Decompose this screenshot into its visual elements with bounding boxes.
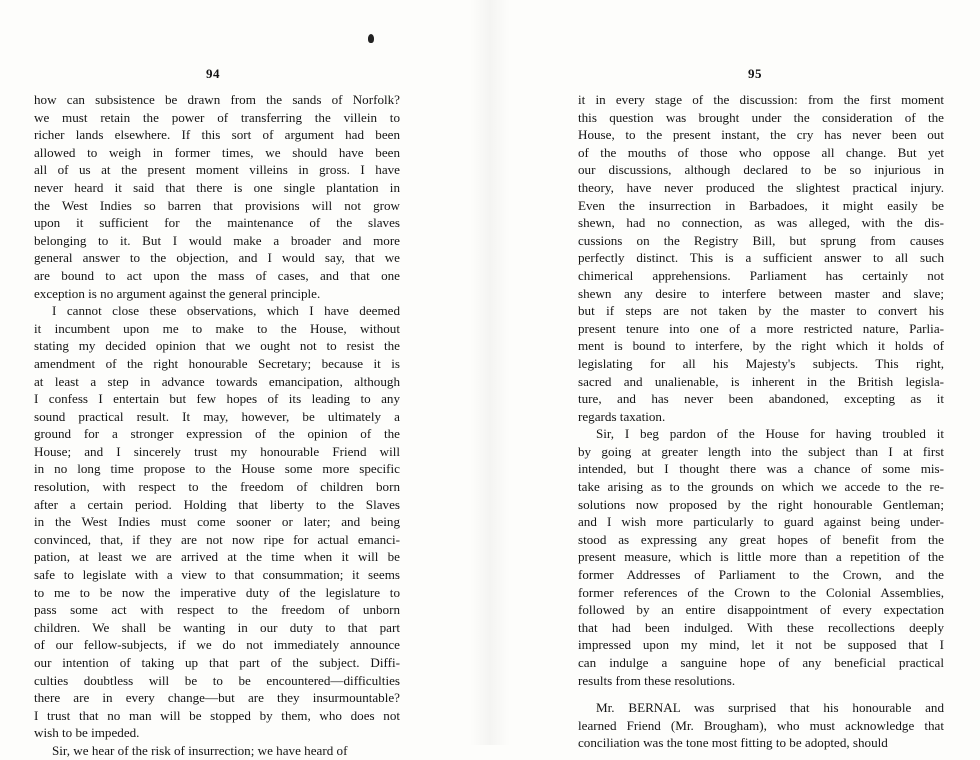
text-line: wish to be impeded. [34, 725, 140, 741]
text-line: richer lands elsewhere. If this sort of argument had been [34, 127, 400, 143]
text-line: perfectly distinct. This is a sufficient answer to all such [578, 250, 944, 266]
text-line: former Addresses of Parliament to the Crown, and the [578, 567, 944, 583]
text-line: regards taxation. [578, 408, 666, 424]
text-line: how can subsistence be drawn from the sands of Norfolk? [34, 92, 400, 107]
text-line: results from these resolutions. [578, 672, 736, 688]
text-line: all of us at the present moment villeins in gross. I have [34, 162, 400, 178]
text-line: impressed upon my mind, let it not be supposed that I [578, 637, 944, 653]
text-line: I cannot close these observations, which I have deemed [52, 303, 400, 319]
text-line: ture, and has never been abandoned, excepting as it [578, 391, 944, 407]
text-line: shewn any desire to interfere between master and slave; [578, 285, 944, 301]
text-line: in no long time propose to the House some more specific [34, 461, 400, 477]
text-line: chimerical apprehensions. Parliament has certainly not [578, 267, 944, 283]
text-line: that had been indulged. With these recollections deeply [578, 619, 944, 635]
text-line: legislating for all his Majesty's subjects. This right, [578, 355, 944, 371]
text-line: general answer to the objection, and I would say, that we [34, 250, 400, 266]
text-line: I trust that no man will be stopped by them, who does not [34, 707, 400, 723]
left-page-text [34, 91, 400, 760]
text-line: to me to be now the imperative duty of the legislature to [34, 584, 400, 600]
text-line: it in every stage of the discussion: from the first moment [578, 92, 944, 107]
text-line: pation, at least we are arrived at the time when it will be [34, 549, 400, 565]
text-line: after a certain period. Holding that liberty to the Slaves [34, 496, 400, 512]
text-line: I confess I entertain but few hopes of its leading to any [34, 391, 400, 407]
text-line: shewn, had no connection, as was alleged, with the dis- [578, 215, 944, 231]
text-line: allowed to weigh in former times, we should have been [34, 144, 400, 160]
text-line: amendment of the right honourable Secretary; because it is [34, 355, 400, 371]
text-line: present tenure into one of a more restricted nature, Parlia- [578, 320, 944, 336]
text-line: belonging to it. But I would make a broader and more [34, 232, 400, 248]
text-line: stating my decided opinion that we ought not to resist the [34, 338, 400, 354]
text-line: House; and I sincerely trust my honourable Friend will [34, 443, 400, 459]
text-line: but if steps are not taken by the master to convert his [578, 303, 944, 319]
text-line: are bound to act upon the mass of cases, and that one [34, 267, 400, 283]
text-line: culties doubtless will be to be encountered—difficulties [34, 672, 400, 688]
text-line: learned Friend (Mr. Brougham), who must acknowledge that [578, 717, 944, 733]
right-page-text [578, 91, 944, 752]
text-line: exception is no argument against the general principle. [34, 285, 321, 301]
text-line: solutions now proposed by the right honourable Gentleman; [578, 496, 944, 512]
text-line: children. We shall be wanting in our duty to that part [34, 619, 400, 635]
gutter-shadow [470, 0, 510, 745]
text-line: former references of the Crown to the Colonial Assemblies, [578, 584, 944, 600]
text-line: the West Indies so barren that provisions will not grow [34, 197, 400, 213]
text-line: Sir, we hear of the risk of insurrection; we have heard of [52, 742, 348, 758]
text-line: stood as expressing any great hopes of benefit from the [578, 531, 944, 547]
text-line: intended, but I thought there was a chance of some mis- [578, 461, 944, 477]
text-line: conciliation was the tone most fitting to be adopted, should [578, 735, 888, 751]
text-line: never heard it said that there is one single plantation in [34, 179, 400, 195]
text-line: present measure, which is little more than a repetition of the [578, 549, 944, 565]
text-line: sound practical result. It may, however, be ultimately a [34, 408, 400, 424]
text-line: of our fellow-subjects, if we do not immediately announce [34, 637, 400, 653]
text-line: there are in every change—but are they insurmountable? [34, 690, 400, 706]
text-line: theory, have never produced the slightest practical injury. [578, 179, 944, 195]
right-page-number: 95 [748, 66, 762, 81]
text-line: cussions on the Registry Bill, but sprung from causes [578, 232, 944, 248]
text-line: Mr. BERNAL was surprised that his honourable and [596, 700, 944, 716]
text-line: by going at greater length into the subject than I at first [578, 443, 944, 459]
text-line: in the West Indies must come sooner or later; and being [34, 514, 400, 530]
text-line: followed by an entire disappointment of every expectation [578, 602, 944, 618]
text-line: convinced, that, if they are not now ripe for actual emanci- [34, 531, 400, 547]
text-line: and I wish more particularly to guard against being under- [578, 514, 944, 530]
text-line: sacred and unalienable, is inherent in the British legisla- [578, 373, 944, 389]
text-line: take arising as to the grounds on which we accede to the re- [578, 479, 944, 495]
text-line: at least a step in advance towards emancipation, although [34, 373, 400, 389]
text-line: House, to the present instant, the cry has never been out [578, 127, 944, 143]
text-line: safe to legislate with a view to that consummation; it seems [34, 567, 400, 583]
ink-mark [368, 34, 374, 43]
text-line: our intention of taking up that part of the subject. Diffi- [34, 655, 400, 670]
text-line: our discussions, although declared to be so injurious in [578, 162, 944, 178]
text-line: we must retain the power of transferring the villein to [34, 109, 400, 125]
text-line: this question was brought under the consideration of the [578, 109, 944, 125]
text-line: of the mouths of those who oppose all change. But yet [578, 144, 944, 160]
text-line: ground for a stronger expression of the opinion of the [34, 426, 400, 442]
text-line: pass some act with respect to the freedom of unborn [34, 602, 400, 618]
text-line: ment is bound to interfere, by the right which it holds of [578, 338, 944, 354]
text-line: Sir, I beg pardon of the House for having troubled it [596, 426, 944, 442]
text-line: it incumbent upon me to make to the House, without [34, 320, 400, 336]
text-line: Even the insurrection in Barbadoes, it might easily be [578, 197, 944, 213]
text-line: resolution, with respect to the freedom of children born [34, 479, 400, 495]
text-line: upon it sufficient for the maintenance of the slaves [34, 215, 400, 231]
text-line: can indulge a sanguine hope of any beneficial practical [578, 655, 944, 670]
left-page-number: 94 [206, 66, 220, 81]
